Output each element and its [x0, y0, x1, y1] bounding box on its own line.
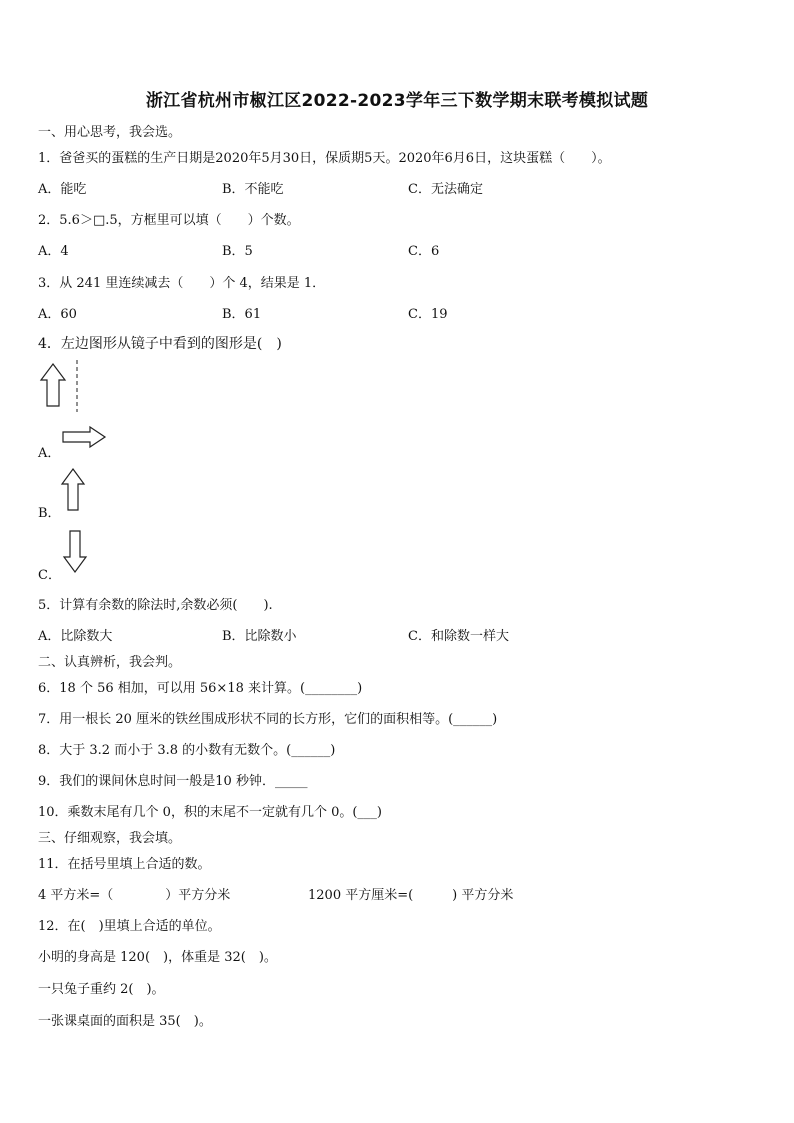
q11-part-1: 4 平方米=（ ）平方分米	[38, 888, 231, 903]
question-12: 12．在( )里填上合适的单位。	[38, 919, 221, 934]
question-7: 7．用一根长 20 厘米的铁丝围成形状不同的长方形，它们的面积相等。(______)	[38, 712, 498, 727]
section-heading-1: 一、用心思考，我会选。	[38, 125, 182, 140]
q3-option-a: A．60	[38, 307, 77, 322]
q12-line-2: 一只兔子重约 2( )。	[38, 982, 165, 997]
q1-option-c: C．无法确定	[408, 182, 483, 197]
section-heading-3: 三、仔细观察，我会填。	[38, 831, 182, 846]
q4-option-b: B．	[38, 506, 61, 521]
q4-option-a: A．	[38, 446, 61, 461]
arrow-down-icon	[62, 528, 88, 576]
q1-option-a: A．能吃	[38, 182, 87, 197]
arrow-right-icon	[60, 424, 110, 450]
question-9: 9．我们的课间休息时间一般是10 秒钟．_____	[38, 774, 308, 789]
q5-option-b: B．比除数小	[222, 629, 297, 644]
q2-option-c: C．6	[408, 244, 440, 259]
arrow-up-original-icon	[38, 358, 88, 414]
q4-option-c: C．	[38, 568, 61, 583]
q3-option-c: C．19	[408, 307, 448, 322]
question-1: 1．爸爸买的蛋糕的生产日期是2020年5月30日，保质期5天。2020年6月6日，这块蛋糕（ ）。	[38, 151, 611, 166]
question-5: 5．计算有余数的除法时,余数必须( ).	[38, 598, 273, 613]
section-heading-2: 二、认真辨析，我会判。	[38, 655, 182, 670]
q11-part-2: 1200 平方厘米=( ) 平方分米	[308, 888, 514, 903]
arrow-up-icon	[60, 466, 86, 514]
q12-line-3: 一张课桌面的面积是 35( )。	[38, 1014, 212, 1029]
q2-option-b: B．5	[222, 244, 253, 259]
question-2: 2．5.6＞□.5，方框里可以填（ ）个数。	[38, 213, 300, 228]
q5-option-c: C．和除数一样大	[408, 629, 509, 644]
question-6: 6．18 个 56 相加，可以用 56×18 来计算。(________)	[38, 681, 363, 696]
question-11: 11．在括号里填上合适的数。	[38, 857, 211, 872]
q5-option-a: A．比除数大	[38, 629, 113, 644]
question-4: 4．左边图形从镜子中看到的图形是( )	[38, 336, 282, 352]
question-3: 3．从 241 里连续减去（ ）个 4，结果是 1．	[38, 276, 326, 291]
q3-option-b: B．61	[222, 307, 262, 322]
question-8: 8．大于 3.2 而小于 3.8 的小数有无数个。(______)	[38, 743, 336, 758]
q1-option-b: B．不能吃	[222, 182, 284, 197]
q2-option-a: A．4	[38, 244, 69, 259]
q12-line-1: 小明的身高是 120( )，体重是 32( )。	[38, 950, 277, 965]
page-title: 浙江省杭州市椒江区2022-2023学年三下数学期末联考模拟试题	[145, 91, 649, 111]
question-10: 10．乘数末尾有几个 0，积的末尾不一定就有几个 0。(___)	[38, 805, 382, 820]
